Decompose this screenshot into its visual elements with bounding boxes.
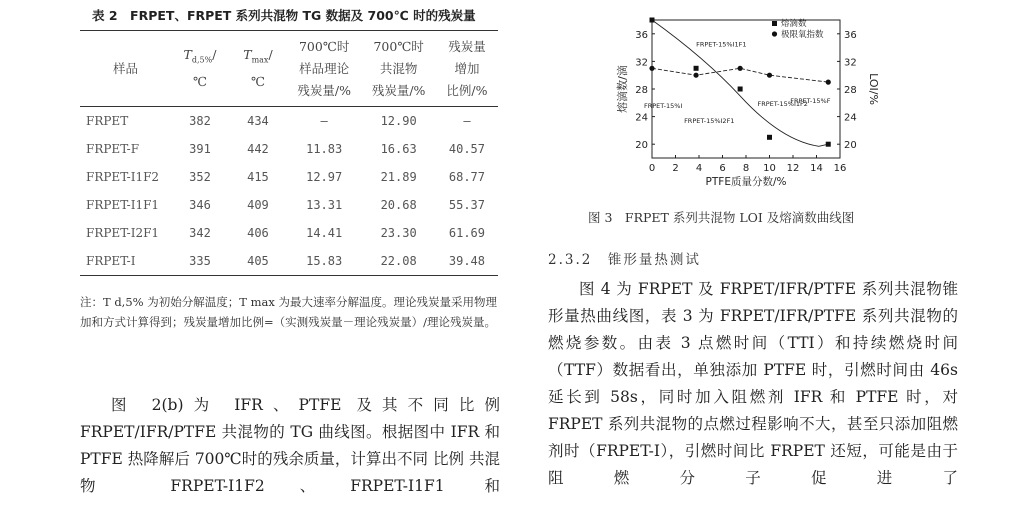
right-paragraph-text: 图 4 为 FRPET 及 FRPET/IFR/PTFE 系列共混物锥形量热曲线图，表 3 为 FRPET/IFR/PTFE 系列共混物的燃烧参数。由表 3 点燃时间（TTI）和持续燃烧时间（TTF）数据看出，单独添加 PTFE 时，引燃时间由 46s 延长到 58s，同时加入阻燃剂 IFR 和 PTFE 时，对 FRPET 系列共混物的点燃过程影响不大，甚至只添加阻燃剂时（FRPET-I），引燃时间比 FRPET 还短，可能是由于阻燃分子促进了: [548, 280, 958, 487]
cell-theory: 12.97: [306, 170, 343, 184]
cell-tmax: 406: [247, 226, 269, 240]
table-row: [80, 163, 498, 191]
legend-entry: 极限氧指数: [781, 30, 824, 40]
cell-increase: —: [463, 114, 471, 128]
cell-measured: 16.63: [380, 142, 417, 156]
cell-t5: 352: [189, 170, 211, 184]
y-right-tick-label: 24: [844, 112, 857, 124]
right-column: [540, 0, 1020, 517]
section-title: 2.3.2 锥形量热测试: [548, 252, 701, 268]
x-tick-label: 2: [672, 163, 679, 174]
y-left-tick-label: 28: [635, 85, 648, 96]
left-paragraph-text: 图 2(b)为 IFR、PTFE 及其不同比例 FRPET/IFR/PTFE 共混物的 TG 曲线图。根据图中 IFR 和 PTFE 热降解后 700℃时的残余质量，计算出不同 比例 共混 物 FRPET-I1F2、FRPET-I1F1 和: [80, 396, 500, 495]
cell-sample: FRPET-I1F2: [86, 170, 160, 184]
table-row: [80, 107, 498, 136]
cell-measured: 21.89: [380, 170, 417, 184]
y-right-tick-label: 32: [844, 57, 857, 69]
y-right-axis-label: LOI/%: [867, 73, 880, 105]
y-right-tick-label: 28: [844, 85, 857, 96]
cell-tmax: 409: [247, 198, 269, 212]
cell-increase: 68.77: [448, 170, 485, 184]
cell-measured: 20.68: [380, 198, 417, 212]
drip-point: [694, 66, 699, 71]
loi-point: [826, 80, 831, 85]
cell-sample: FRPET: [86, 114, 129, 128]
y-left-axis-label: 熔滴数/滴: [616, 65, 629, 113]
tg-data-table: [80, 30, 498, 276]
table-row: [80, 219, 498, 247]
header-sample: 样品: [113, 60, 139, 76]
y-left-tick-label: 20: [635, 140, 648, 152]
cell-increase: 55.37: [448, 198, 485, 212]
x-tick-label: 4: [695, 163, 703, 174]
cell-sample: FRPET-I2F1: [86, 226, 160, 240]
cell-sample: FRPET-I1F1: [86, 198, 160, 212]
cell-sample: FRPET-I: [86, 254, 136, 268]
drip-point: [826, 142, 831, 147]
x-tick-label: 16: [833, 163, 847, 174]
drip-point: [767, 135, 772, 140]
table-row: [80, 191, 498, 219]
header-theory: 700℃时 样品理论 残炭量/%: [297, 38, 351, 98]
cell-t5: 382: [189, 114, 211, 128]
y-right-tick-label: 36: [844, 29, 857, 41]
cell-t5: 391: [189, 142, 211, 156]
figure-caption: 图 3 FRPET 系列共混物 LOI 及熔滴数曲线图: [588, 210, 855, 225]
cell-increase: 39.48: [448, 254, 485, 268]
x-tick-label: 6: [719, 163, 726, 174]
cell-theory: 11.83: [306, 142, 343, 156]
x-tick-label: 0: [648, 163, 656, 174]
legend-circle-icon: [772, 31, 777, 36]
table-title: 表 2 FRPET、FRPET 系列共混物 TG 数据及 700℃ 时的残炭量: [92, 8, 476, 23]
y-right-tick-label: 20: [844, 140, 857, 152]
cell-tmax: 442: [247, 142, 269, 156]
legend-square-icon: [772, 21, 777, 26]
cell-measured: 12.90: [380, 114, 417, 128]
header-increase: 残炭量 增加 比例/%: [446, 38, 488, 98]
y-left-tick-label: 32: [635, 57, 648, 69]
legend-entry: 熔滴数: [781, 19, 807, 29]
cell-tmax: 434: [247, 114, 269, 128]
annotation-label: FRPET-15%I: [644, 102, 683, 111]
annotation-label: FRPET-15%I1F1: [696, 40, 747, 49]
drip-point: [650, 18, 655, 23]
y-left-tick-label: 36: [635, 29, 648, 41]
table-header-row: [80, 31, 498, 107]
cell-t5: 342: [189, 226, 211, 240]
annotation-label: FRPET-15%I2F1: [684, 117, 735, 125]
x-tick-label: 8: [742, 163, 750, 174]
x-axis-label: PTFE质量分数/%: [705, 176, 787, 188]
table-row: [80, 135, 498, 163]
right-paragraph: [548, 276, 958, 492]
loi-point: [738, 66, 743, 71]
x-tick-label: 10: [763, 163, 776, 174]
loi-point: [649, 66, 654, 71]
x-tick-label: 14: [810, 163, 823, 174]
table-row: [80, 247, 498, 276]
cell-measured: 22.08: [380, 254, 417, 268]
cell-measured: 23.30: [380, 226, 417, 240]
left-column: [0, 0, 500, 517]
header-t5: $T_{d,5\%}/$ ℃: [183, 46, 217, 90]
cell-tmax: 415: [247, 170, 269, 184]
cell-increase: 40.57: [448, 142, 485, 156]
cell-tmax: 405: [247, 254, 269, 268]
cell-t5: 335: [189, 254, 211, 268]
y-left-tick-label: 24: [635, 112, 648, 124]
annotation-label: FRPET-15%F: [790, 97, 831, 105]
table-note: 注：T d,5% 为初始分解温度；T max 为最大速率分解温度。理论残炭量采用物理加和方式计算得到；残炭量增加比例=（实测残炭量－理论残炭量）/理论残炭量。: [80, 295, 497, 329]
left-paragraph: [80, 392, 500, 500]
loi-drip-chart: [590, 8, 910, 198]
drip-point: [738, 87, 743, 92]
cell-increase: 61.69: [448, 226, 485, 240]
cell-theory: —: [320, 114, 328, 128]
cell-t5: 346: [189, 198, 211, 212]
cell-sample: FRPET-F: [86, 142, 140, 156]
x-tick-label: 12: [786, 163, 800, 174]
loi-point: [693, 73, 698, 78]
cell-theory: 14.41: [306, 226, 343, 240]
header-tmax: $T_{max}/$ ℃: [243, 46, 273, 90]
loi-point: [767, 73, 772, 78]
header-measured: 700℃时 共混物 残炭量/%: [371, 38, 426, 98]
cell-theory: 15.83: [306, 254, 343, 268]
annotation-label: FRPET-15%I1F2: [757, 100, 808, 109]
cell-theory: 13.31: [306, 198, 343, 212]
